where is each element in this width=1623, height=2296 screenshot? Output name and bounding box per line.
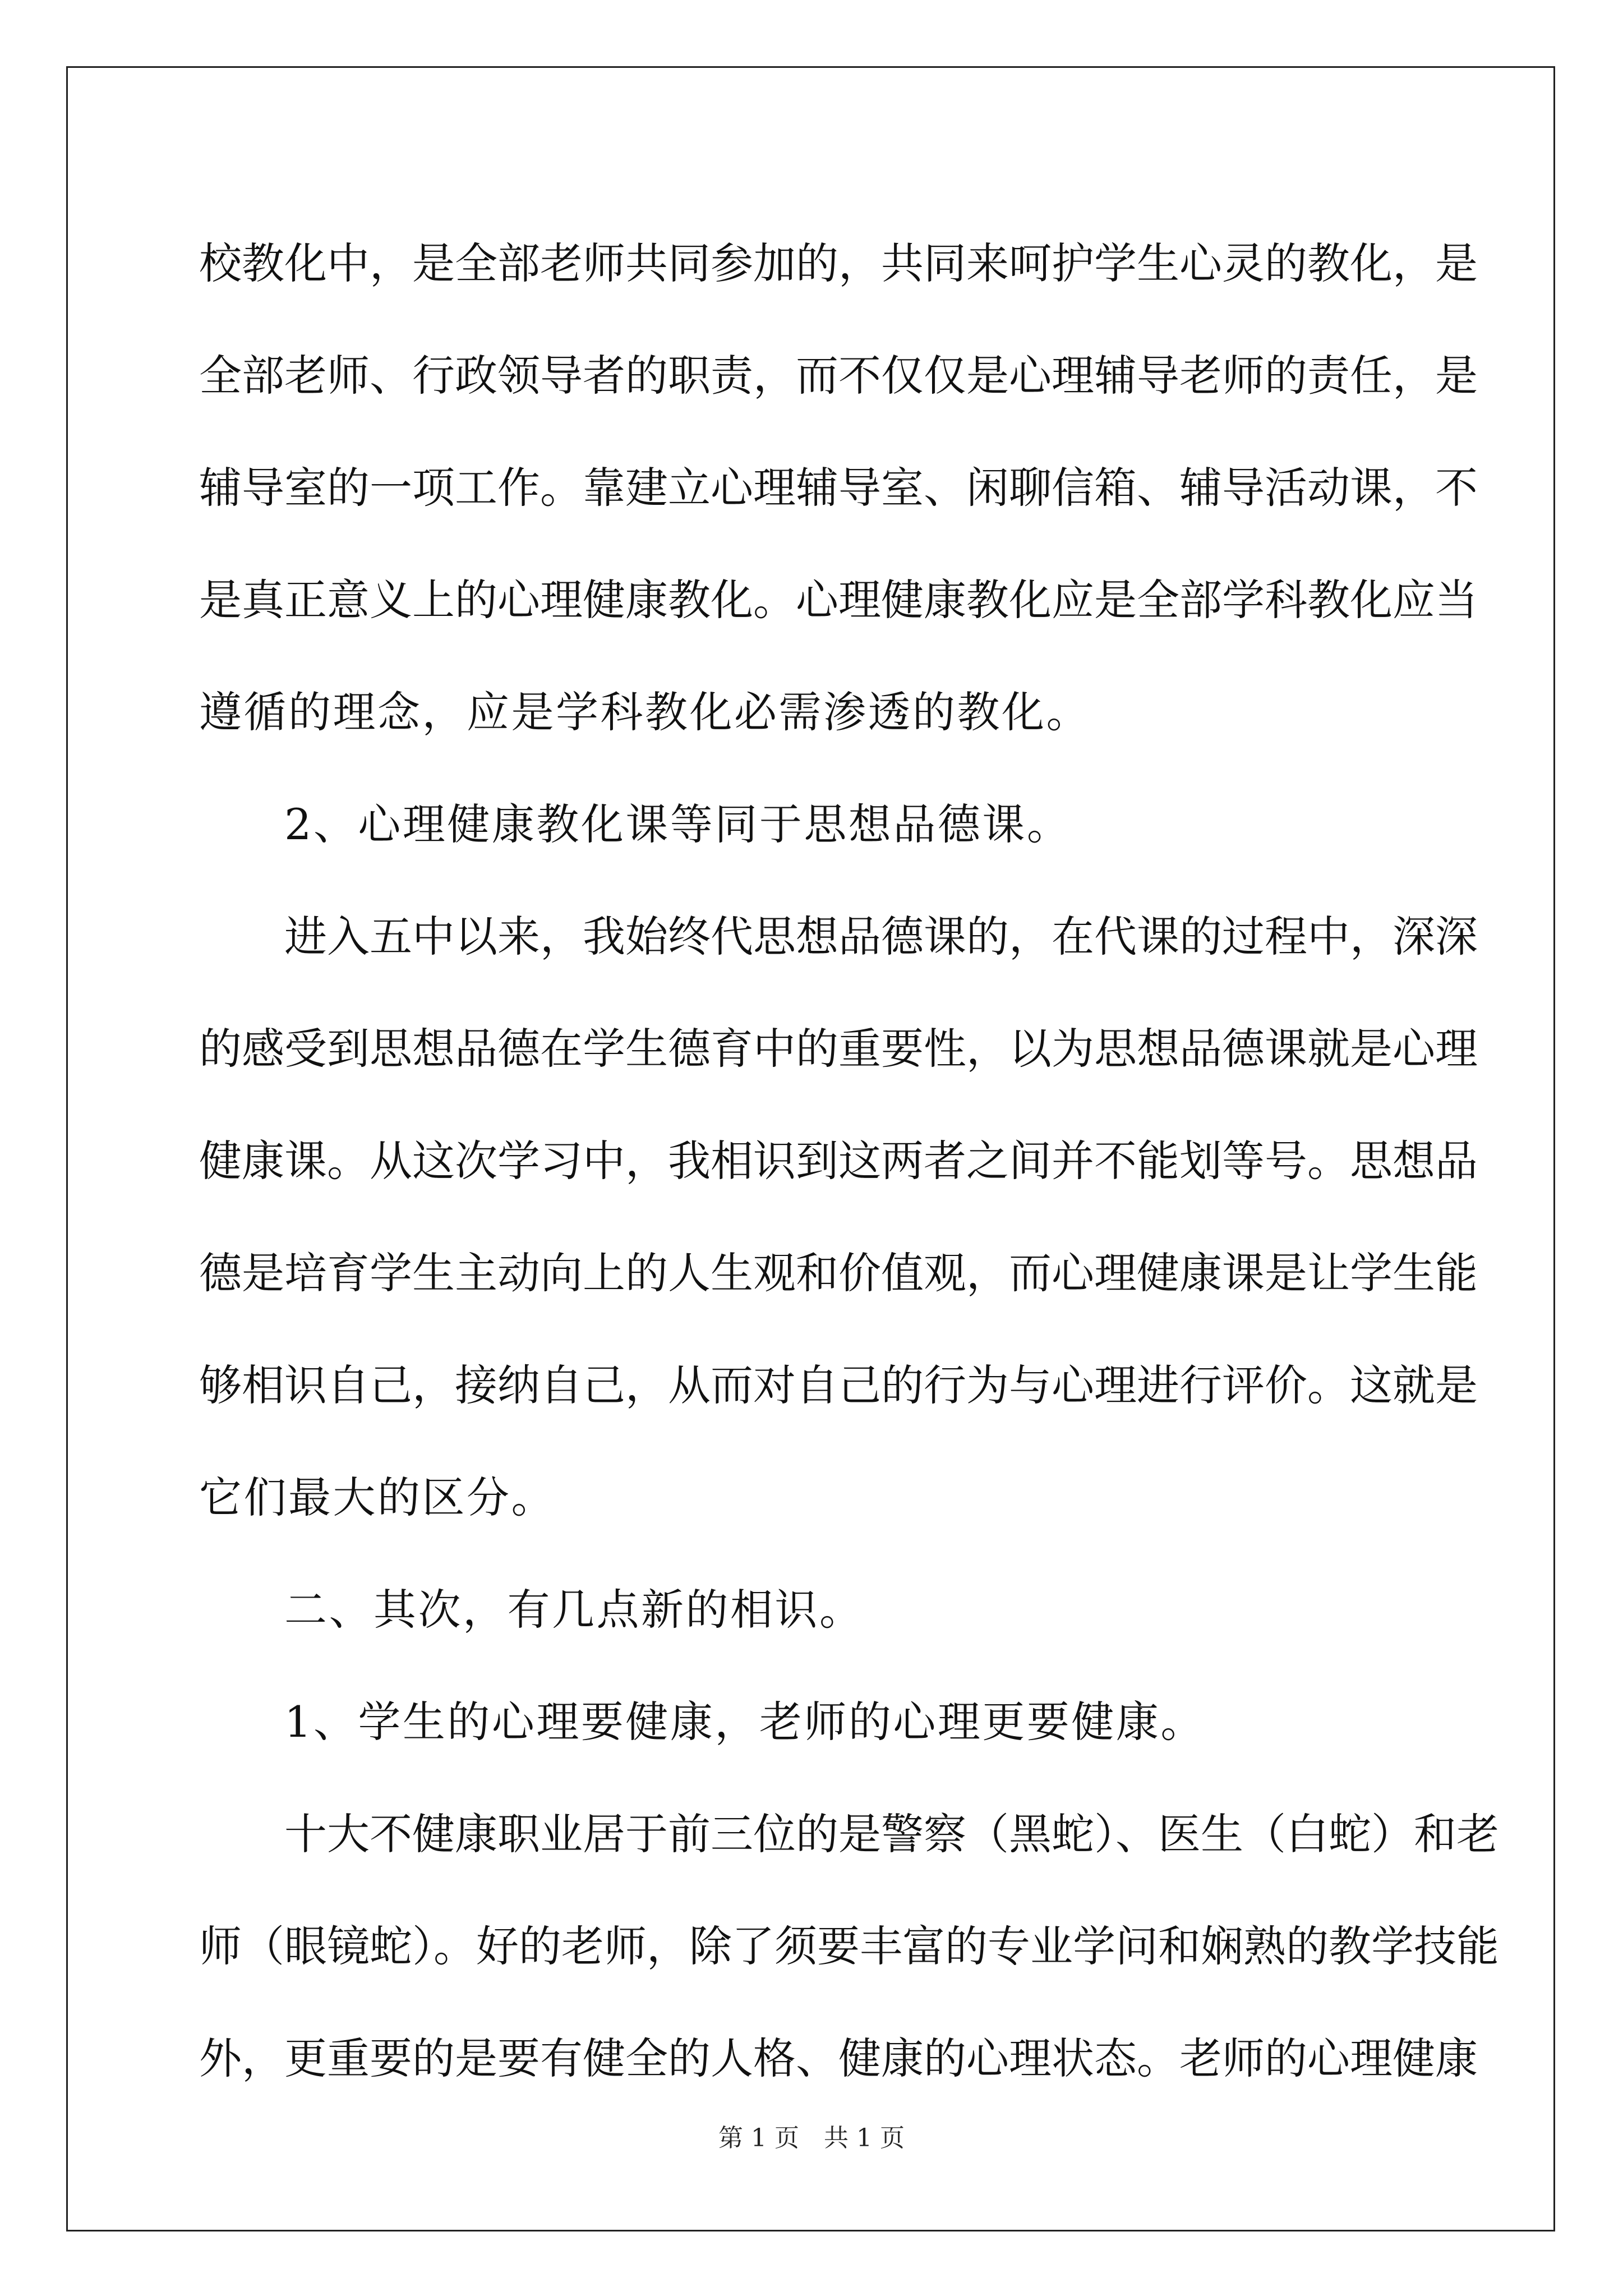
text-line: 2、心理健康教化课等同于思想品德课。 bbox=[284, 799, 1072, 849]
text-line: 辅导室的一项工作。靠建立心理辅导室、闲聊信箱、辅导活动课，不 bbox=[199, 463, 1478, 513]
text-line: 校教化中，是全部老师共同参加的，共同来呵护学生心灵的教化，是 bbox=[199, 238, 1478, 288]
text-line: 够相识自己，接纳自己，从而对自己的行为与心理进行评价。这就是 bbox=[199, 1360, 1478, 1410]
text-line: 全部老师、行政领导者的职责，而不仅仅是心理辅导老师的责任，是 bbox=[199, 351, 1478, 401]
page-footer bbox=[0, 2122, 1623, 2155]
text-line: 1、学生的心理要健康，老师的心理更要健康。 bbox=[284, 1697, 1205, 1747]
text-line: 二、其次，有几点新的相识。 bbox=[284, 1585, 864, 1635]
text-line: 的感受到思想品德在学生德育中的重要性，以为思想品德课就是心理 bbox=[199, 1024, 1478, 1074]
text-line: 遵循的理念，应是学科教化必需渗透的教化。 bbox=[199, 687, 1091, 737]
text-line: 是真正意义上的心理健康教化。心理健康教化应是全部学科教化应当 bbox=[199, 575, 1478, 625]
document-body bbox=[199, 208, 1499, 2115]
text-line: 健康课。从这次学习中，我相识到这两者之间并不能划等号。思想品 bbox=[199, 1136, 1478, 1186]
text-line: 它们最大的区分。 bbox=[199, 1473, 556, 1522]
text-line: 外，更重要的是要有健全的人格、健康的心理状态。老师的心理健康 bbox=[199, 2033, 1478, 2083]
text-line: 师（眼镜蛇）。好的老师，除了须要丰富的专业学问和娴熟的教学技能 bbox=[199, 1921, 1499, 1971]
text-line: 进入五中以来，我始终代思想品德课的，在代课的过程中，深深 bbox=[284, 912, 1478, 961]
text-line: 德是培育学生主动向上的人生观和价值观，而心理健康课是让学生能 bbox=[199, 1248, 1478, 1298]
text-line: 十大不健康职业居于前三位的是警察（黑蛇）、医生（白蛇）和老 bbox=[284, 1809, 1499, 1859]
page-number-label: 第 1 页 共 1 页 bbox=[718, 2124, 905, 2152]
